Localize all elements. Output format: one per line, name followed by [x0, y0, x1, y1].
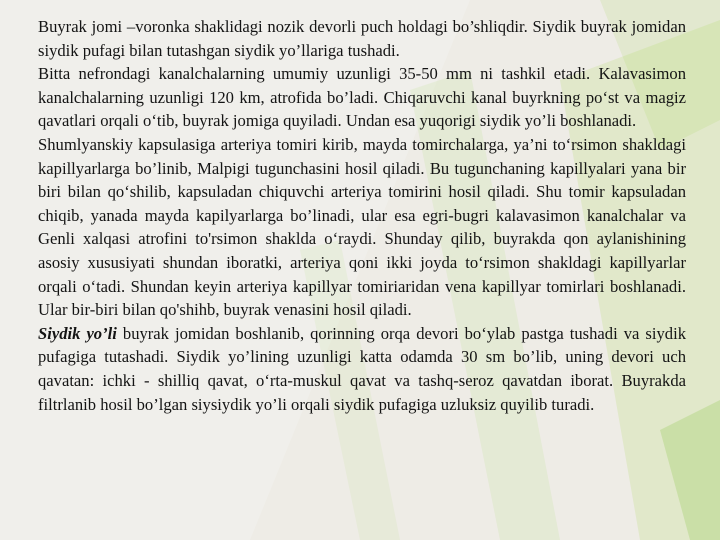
paragraph-3 — [38, 133, 686, 322]
paragraph-4 — [38, 322, 686, 416]
paragraph-2-text: Bitta nefrondagi kanalchalarning umumiy uzunligi 35-50 mm ni tashkil etadi. Kalavasimon kanalchalarning uzunligi 120 km, atrofida bo’ladi. Chiqaruvchi kanal buyrkning po‘st va magiz qavatlari orqali o‘tib, buyrak jomiga quyiladi. Undan esa yuqorigi siydik yo’li boshlanadi. — [38, 64, 686, 131]
document-body — [38, 15, 686, 416]
paragraph-2 — [38, 62, 686, 133]
paragraph-4-lead-term: Siydik yo’li — [38, 323, 117, 343]
paragraph-1 — [38, 15, 686, 62]
paragraph-1-text: Buyrak jomi –voronka shaklidagi nozik devorli puch holdagi bo’shliqdir. Siydik buyrak jomidan siydik pufagi bilan tutashgan siydik yo’llariga tushadi. — [38, 17, 686, 60]
paragraph-3-text: Shumlyanskiy kapsulasiga arteriya tomiri kirib, mayda tomirchalarga, ya’ni to‘rsimon shakldagi kapillyarlarga bo’linib, Malpigi tugunchasini hosil qiladi. Bu tugunchaning kapillyalari yana bir biri bilan qo‘shilib, kapsuladan chiquvchi arteriya tomirini hosil qiladi. Shu tomir kapsuladan chiqib, yanada mayda kapilyarlarga bo’linadi, ular esa egri-bugri kalavasimon kanalchalar va Genli xalqasi atrofini to'rsimon shaklda o‘raydi. Shunday qilib, buyrakda qon aylanishining asosiy xususiyati shundan iboratki, arteriya qoni ikki joyda to‘rsimon shakldagi kapillyarlar orqali o‘tadi. Shundan keyin arteriya kapillyar tomiriaridan vena kapillyar tomirlari boshlanadi. Ular bir-biri bilan qo'shihb, buyrak venasini hosil qiladi. — [38, 134, 686, 320]
paragraph-4-text: buyrak jomidan boshlanib, qorinning orqa devori bo‘ylab pastga tushadi va siydik pufagiga tutashadi. Siydik yo’lining uzunligi katta odamda 30 sm bo’lib, uning devori uch qavatan: ichki - shilliq qavat, o‘rta-muskul qavat va tashq-seroz qavatdan iborat. Buyrakda filtrlanib hosil bo’lgan siysiydik yo’li orqali siydik pufagiga uzluksiz quyilib turadi. — [38, 323, 687, 414]
